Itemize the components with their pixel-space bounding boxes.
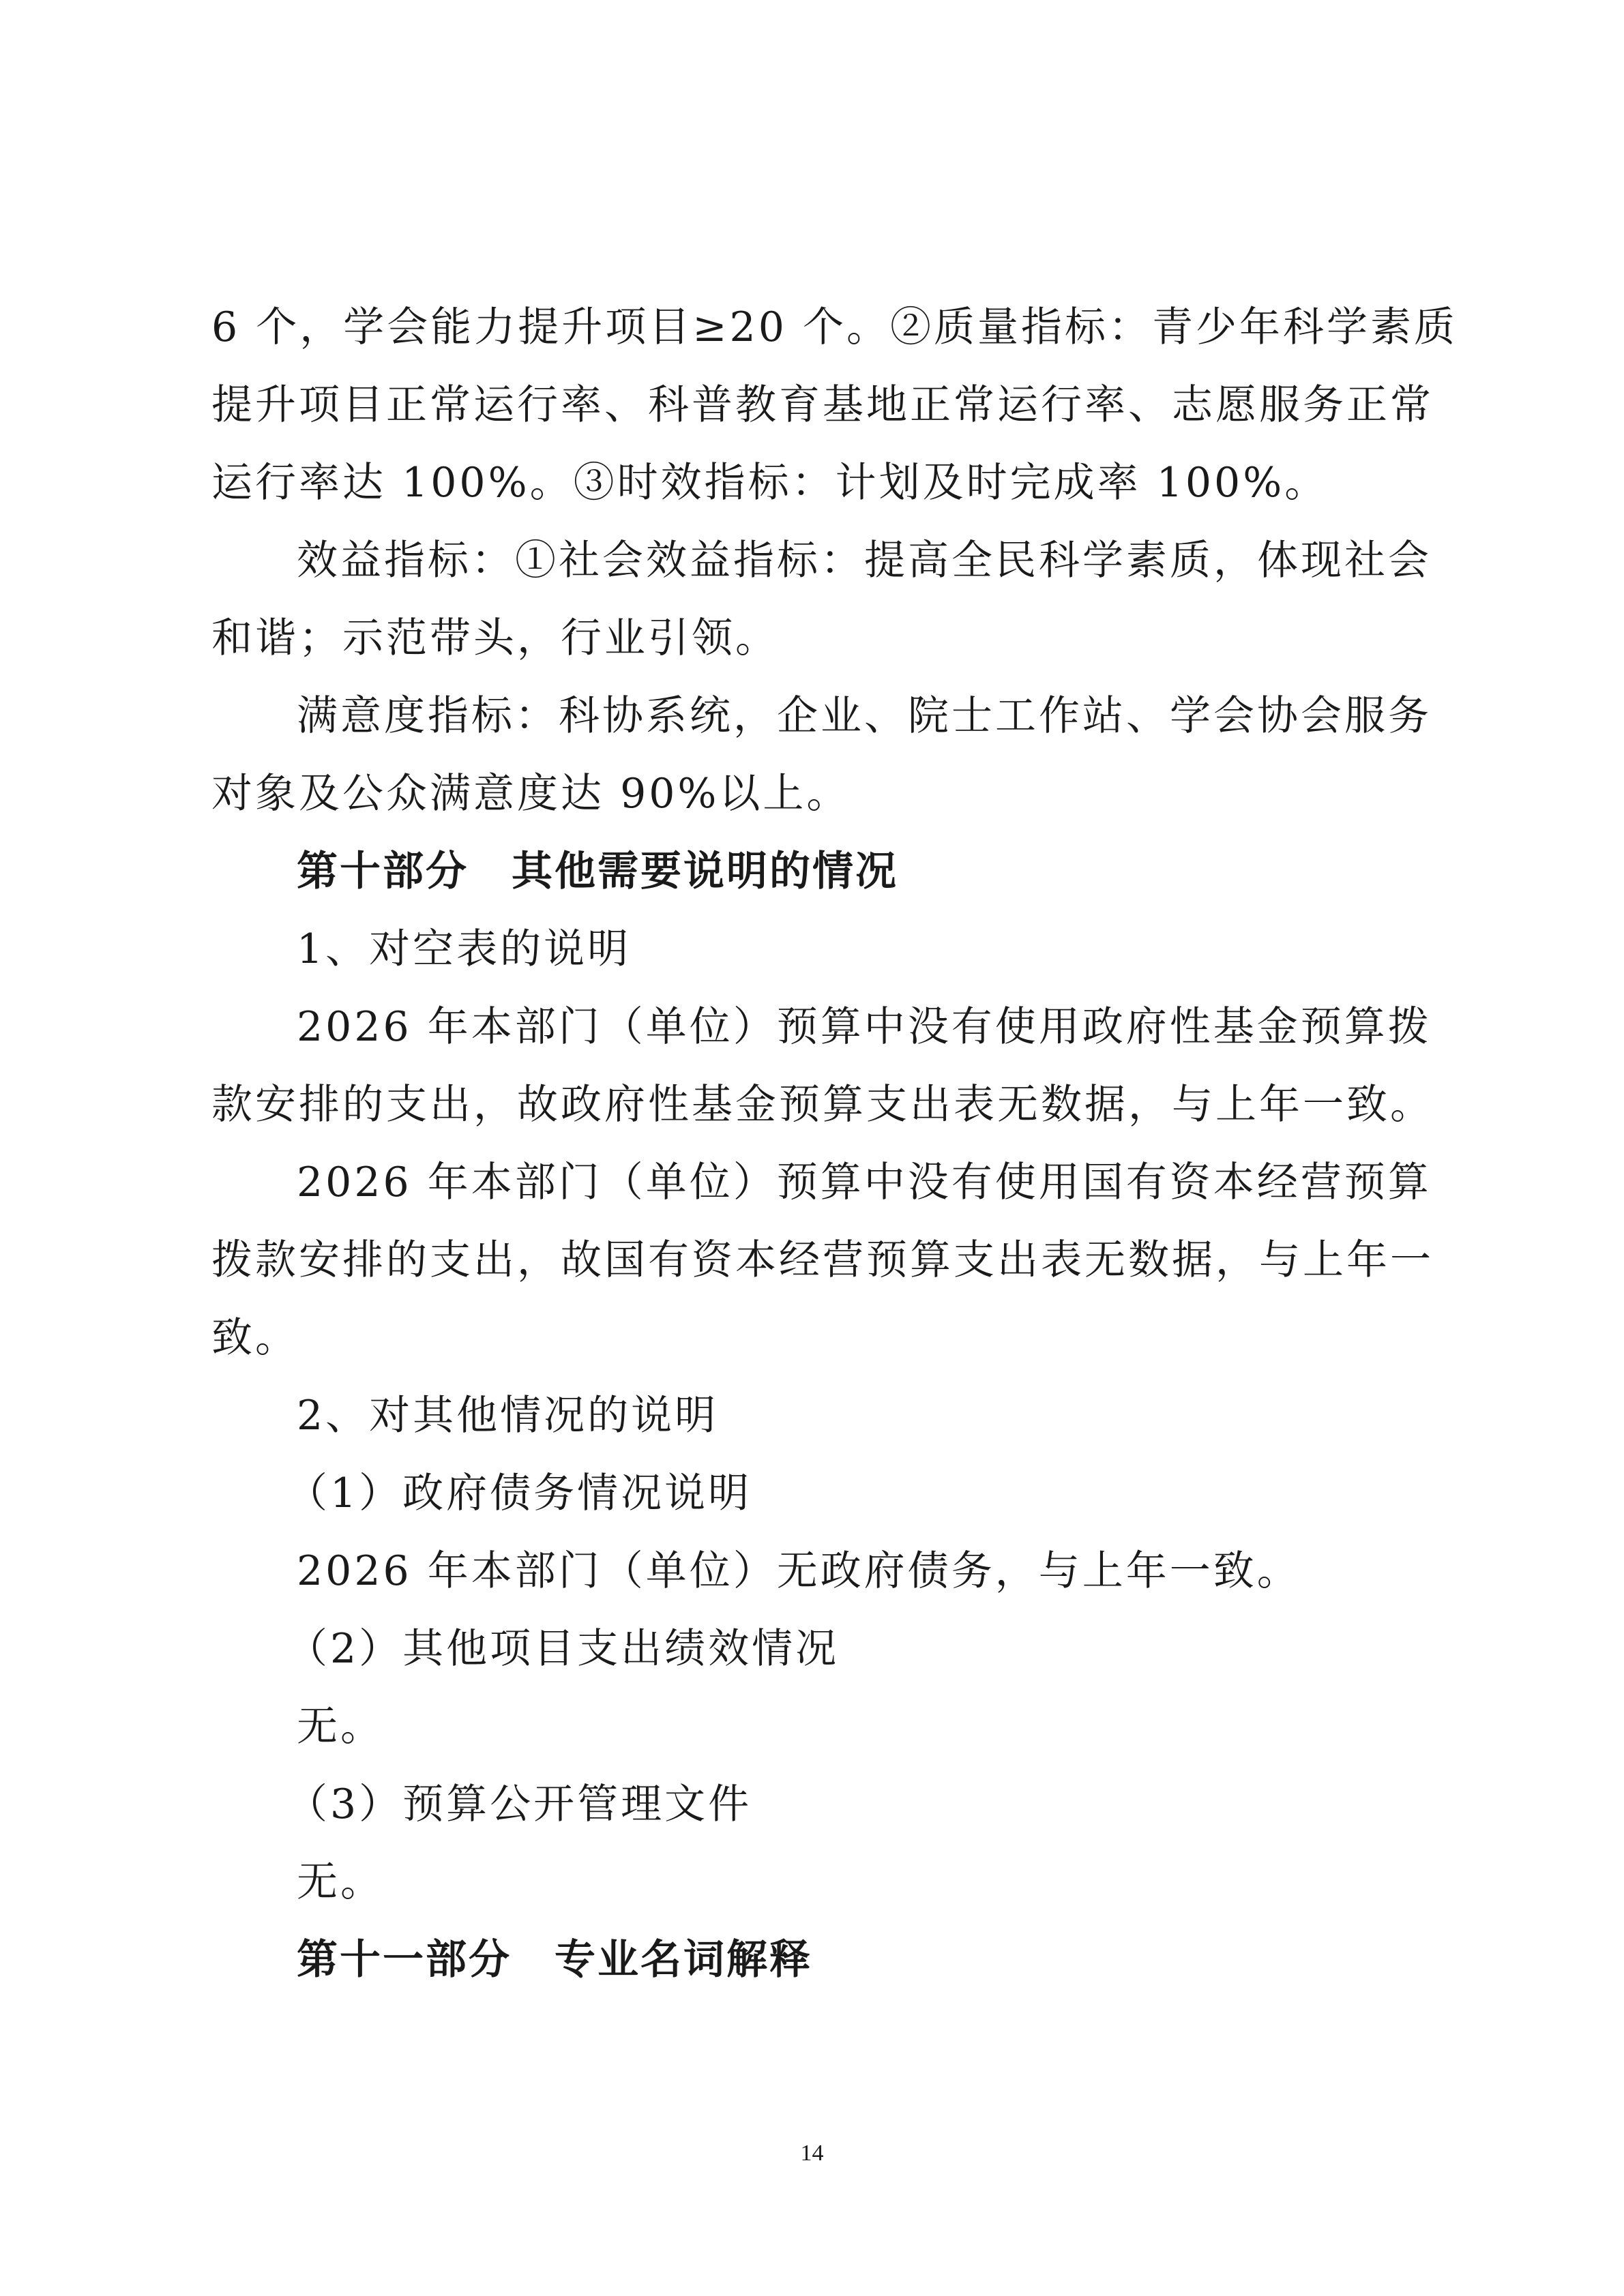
subsection-heading: 1、对空表的说明 [297,925,632,973]
paragraph-line: 款安排的支出，故政府性基金预算支出表无数据，与上年一致。 [211,1081,1434,1129]
section-heading: 第十部分 其他需要说明的情况 [297,848,898,895]
paragraph-line: 致。 [211,1314,299,1362]
item-heading: （1）政府债务情况说明 [286,1470,752,1517]
section-heading: 第十一部分 专业名词解释 [297,1936,812,1984]
paragraph-line: 和谐；示范带头，行业引领。 [211,614,779,662]
page-number: 14 [800,2141,824,2166]
paragraph-line: 6 个，学会能力提升项目≥20 个。②质量指标：青少年科学素质 [211,303,1458,351]
item-heading: （3）预算公开管理文件 [286,1780,752,1828]
paragraph-line: 效益指标：①社会效益指标：提高全民科学素质，体现社会 [297,537,1432,584]
paragraph-line: 运行率达 100%。③时效指标：计划及时完成率 100%。 [211,459,1329,507]
paragraph-line: 2026 年本部门（单位）预算中没有使用国有资本经营预算 [297,1159,1432,1206]
paragraph-line: 对象及公众满意度达 90%以上。 [211,770,851,818]
item-heading: （2）其他项目支出绩效情况 [286,1625,840,1673]
paragraph-line: 提升项目正常运行率、科普教育基地正常运行率、志愿服务正常 [211,381,1434,429]
paragraph-line: 无。 [297,1703,384,1750]
paragraph-line: 2026 年本部门（单位）预算中没有使用政府性基金预算拨 [297,1003,1432,1051]
subsection-heading: 2、对其他情况的说明 [297,1392,719,1440]
paragraph-line: 2026 年本部门（单位）无政府债务，与上年一致。 [297,1547,1301,1595]
paragraph-line: 满意度指标：科协系统，企业、院士工作站、学会协会服务 [297,692,1432,740]
paragraph-line: 拨款安排的支出，故国有资本经营预算支出表无数据，与上年一 [211,1236,1434,1284]
paragraph-line: 无。 [297,1858,384,1906]
